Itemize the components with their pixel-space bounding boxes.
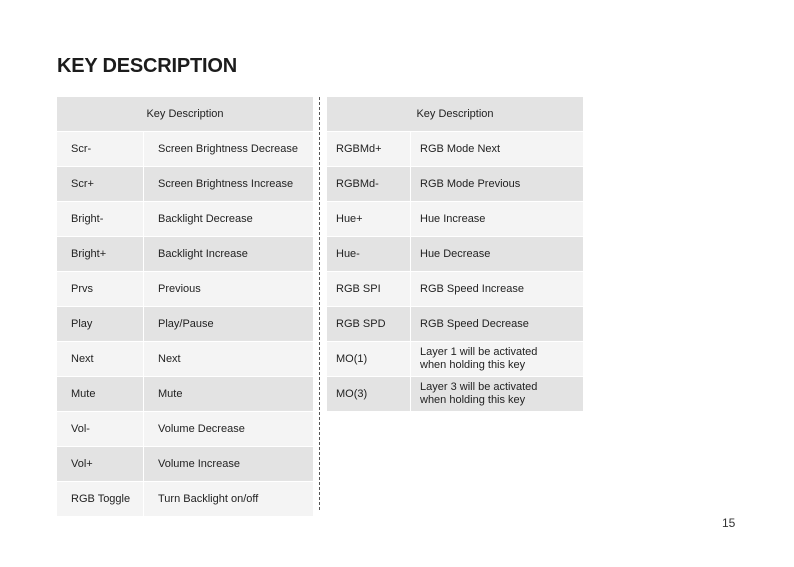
table-row (57, 272, 313, 307)
description-cell: RGB Mode Next (411, 132, 583, 167)
description-cell: Turn Backlight on/off (144, 482, 313, 517)
table-header-row (327, 97, 583, 132)
description-cell: RGB Speed Increase (411, 272, 583, 307)
key-cell: Scr- (57, 132, 144, 167)
description-line: Layer 1 will be activated (420, 346, 538, 358)
key-cell: RGB SPD (327, 307, 411, 342)
key-cell: Vol+ (57, 447, 144, 482)
dashed-divider (319, 97, 320, 510)
key-table-right (327, 97, 583, 412)
table-row (327, 342, 583, 377)
description-cell: RGB Mode Previous (411, 167, 583, 202)
description-cell: Backlight Decrease (144, 202, 313, 237)
key-cell: Bright+ (57, 237, 144, 272)
description-cell (411, 342, 583, 377)
description-cell: Hue Decrease (411, 237, 583, 272)
key-cell: Mute (57, 377, 144, 412)
description-cell: Play/Pause (144, 307, 313, 342)
key-cell: RGB SPI (327, 272, 411, 307)
table-header: Key Description (327, 97, 583, 132)
key-cell: Prvs (57, 272, 144, 307)
description-cell (411, 377, 583, 412)
description-cell: Screen Brightness Decrease (144, 132, 313, 167)
key-cell: Next (57, 342, 144, 377)
table-row (57, 132, 313, 167)
description-line: when holding this key (420, 394, 526, 406)
description-cell: Screen Brightness Increase (144, 167, 313, 202)
key-cell: RGBMd+ (327, 132, 411, 167)
table-row (327, 167, 583, 202)
description-line: Layer 3 will be activated (420, 381, 538, 393)
table-row (327, 307, 583, 342)
page-title: KEY DESCRIPTION (57, 55, 237, 77)
description-cell: RGB Speed Decrease (411, 307, 583, 342)
table-row (57, 342, 313, 377)
table-row (327, 377, 583, 412)
description-cell: Hue Increase (411, 202, 583, 237)
table-row (57, 307, 313, 342)
table-row (57, 482, 313, 517)
description-cell: Mute (144, 377, 313, 412)
key-cell: Scr+ (57, 167, 144, 202)
table-row (57, 377, 313, 412)
description-cell: Backlight Increase (144, 237, 313, 272)
description-cell: Volume Increase (144, 447, 313, 482)
key-cell: Bright- (57, 202, 144, 237)
page-number: 15 (722, 516, 736, 530)
table-row (327, 202, 583, 237)
table-row (57, 167, 313, 202)
table-row (57, 412, 313, 447)
table-row (57, 202, 313, 237)
key-cell: Vol- (57, 412, 144, 447)
table-row (327, 132, 583, 167)
key-cell: Hue+ (327, 202, 411, 237)
description-cell: Previous (144, 272, 313, 307)
key-cell: RGB Toggle (57, 482, 144, 517)
key-cell: MO(1) (327, 342, 411, 377)
table-row (57, 237, 313, 272)
key-table-left (57, 97, 313, 517)
description-cell: Volume Decrease (144, 412, 313, 447)
table-header: Key Description (57, 97, 313, 132)
table-row (327, 237, 583, 272)
key-cell: Hue- (327, 237, 411, 272)
description-cell: Next (144, 342, 313, 377)
table-row (327, 272, 583, 307)
table-row (57, 447, 313, 482)
table-header-row (57, 97, 313, 132)
key-cell: RGBMd- (327, 167, 411, 202)
key-cell: MO(3) (327, 377, 411, 412)
key-cell: Play (57, 307, 144, 342)
description-line: when holding this key (420, 359, 526, 371)
